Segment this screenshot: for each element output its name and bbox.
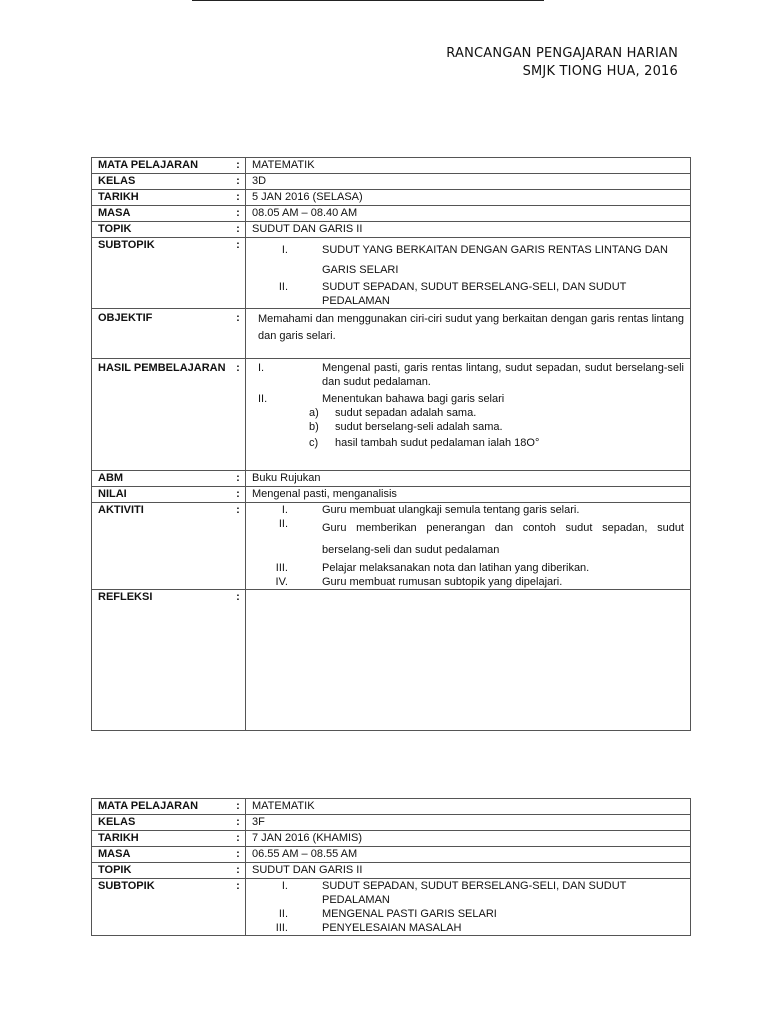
colon: : <box>231 190 246 206</box>
sub-item <box>252 406 684 420</box>
colon: : <box>231 879 246 936</box>
item-text: SUDUT SEPADAN, SUDUT BERSELANG-SELI, DAN SUDUT PEDALAMAN <box>322 281 627 307</box>
value-masa: 06.55 AM – 08.55 AM <box>246 847 691 863</box>
label-mata-pelajaran: MATA PELAJARAN <box>92 158 232 174</box>
value-hasil-pembelajaran <box>246 359 691 471</box>
item-number: II. <box>278 908 288 920</box>
label-subtopik: SUBTOPIK <box>92 879 232 936</box>
item-text: MENGENAL PASTI GARIS SELARI <box>322 908 497 920</box>
colon: : <box>231 471 246 487</box>
item-number: I. <box>281 504 288 516</box>
item-number: III. <box>275 562 288 574</box>
item-number: I. <box>281 244 288 256</box>
item-number: III. <box>275 922 288 934</box>
colon: : <box>231 590 246 731</box>
item-text: Mengenal pasti, garis rentas lintang, sudut sepadan, sudut berselang-seli dan sudut pedalaman. <box>322 362 684 388</box>
value-tarikh: 7 JAN 2016 (KHAMIS) <box>246 831 691 847</box>
value-aktiviti <box>246 503 691 590</box>
item-text: SUDUT YANG BERKAITAN DENGAN GARIS RENTAS LINTANG DAN GARIS SELARI <box>322 244 668 276</box>
colon: : <box>231 863 246 879</box>
list-item <box>252 503 684 517</box>
value-topik: SUDUT DAN GARIS II <box>246 222 691 238</box>
label-kelas: KELAS <box>92 815 232 831</box>
item-text: Guru membuat ulangkaji semula tentang garis selari. <box>322 504 580 516</box>
top-rule <box>192 0 544 1</box>
label-mata-pelajaran: MATA PELAJARAN <box>92 799 232 815</box>
sub-item-letter: a) <box>309 407 319 419</box>
colon: : <box>231 359 246 471</box>
item-number: I. <box>258 362 265 374</box>
label-masa: MASA <box>92 206 232 222</box>
list-item <box>252 361 684 389</box>
lesson-plan-table-1 <box>91 157 691 731</box>
value-kelas: 3D <box>246 174 691 190</box>
list-item <box>252 921 684 935</box>
value-mata-pelajaran: MATEMATIK <box>246 158 691 174</box>
sub-item <box>252 436 684 450</box>
value-abm: Buku Rujukan <box>246 471 691 487</box>
colon: : <box>231 206 246 222</box>
colon: : <box>231 831 246 847</box>
sub-item-letter: c) <box>309 437 319 449</box>
sub-item <box>252 420 684 434</box>
label-hasil-pembelajaran: HASIL PEMBELAJARAN <box>92 359 232 471</box>
label-aktiviti: AKTIVITI <box>92 503 232 590</box>
value-masa: 08.05 AM – 08.40 AM <box>246 206 691 222</box>
label-kelas: KELAS <box>92 174 232 190</box>
label-tarikh: TARIKH <box>92 831 232 847</box>
document-header <box>446 45 678 81</box>
item-number: IV. <box>275 576 288 588</box>
item-text: Guru membuat rumusan subtopik yang dipelajari. <box>322 576 563 588</box>
list-item <box>252 907 684 921</box>
value-tarikh: 5 JAN 2016 (SELASA) <box>246 190 691 206</box>
label-subtopik: SUBTOPIK <box>92 238 232 309</box>
item-number: I. <box>281 880 288 892</box>
value-kelas: 3F <box>246 815 691 831</box>
colon: : <box>231 487 246 503</box>
colon: : <box>231 799 246 815</box>
value-objektif: Memahami dan menggunakan ciri-ciri sudut yang berkaitan dengan garis rentas lintang dan garis selari. <box>246 309 691 359</box>
lesson-plan-table-2 <box>91 798 691 936</box>
item-text: Menentukan bahawa bagi garis selari <box>322 393 505 405</box>
label-tarikh: TARIKH <box>92 190 232 206</box>
colon: : <box>231 815 246 831</box>
colon: : <box>231 158 246 174</box>
value-subtopik <box>246 879 691 936</box>
value-mata-pelajaran: MATEMATIK <box>246 799 691 815</box>
sub-item-text: sudut sepadan adalah sama. <box>335 407 477 419</box>
colon: : <box>231 503 246 590</box>
colon: : <box>231 238 246 309</box>
item-number: II. <box>278 281 288 293</box>
list-item <box>252 561 684 575</box>
item-text: Pelajar melaksanakan nota dan latihan yang diberikan. <box>322 562 590 574</box>
label-masa: MASA <box>92 847 232 863</box>
value-subtopik <box>246 238 691 309</box>
value-nilai: Mengenal pasti, menganalisis <box>246 487 691 503</box>
list-item <box>252 575 684 589</box>
label-nilai: NILAI <box>92 487 232 503</box>
label-refleksi: REFLEKSI <box>92 590 232 731</box>
list-item <box>252 392 684 406</box>
label-abm: ABM <box>92 471 232 487</box>
value-refleksi <box>246 590 691 731</box>
list-item <box>252 517 684 561</box>
item-text: SUDUT SEPADAN, SUDUT BERSELANG-SELI, DAN SUDUT PEDALAMAN <box>322 880 627 906</box>
label-objektif: OBJEKTIF <box>92 309 232 359</box>
item-text: PENYELESAIAN MASALAH <box>322 922 462 934</box>
colon: : <box>231 309 246 359</box>
colon: : <box>231 847 246 863</box>
list-item <box>252 879 684 907</box>
header-title: RANCANGAN PENGAJARAN HARIAN <box>446 46 678 61</box>
sub-item-text: sudut berselang-seli adalah sama. <box>335 421 503 433</box>
colon: : <box>231 174 246 190</box>
colon: : <box>231 222 246 238</box>
label-topik: TOPIK <box>92 863 232 879</box>
sub-item-text: hasil tambah sudut pedalaman ialah 18O° <box>335 437 540 449</box>
label-topik: TOPIK <box>92 222 232 238</box>
item-text: Guru memberikan penerangan dan contoh sudut sepadan, sudut berselang-seli dan sudut pedalaman <box>322 522 684 556</box>
header-school: SMJK TIONG HUA, 2016 <box>522 64 678 79</box>
item-number: II. <box>258 393 268 405</box>
list-item <box>252 240 684 280</box>
value-topik: SUDUT DAN GARIS II <box>246 863 691 879</box>
sub-item-letter: b) <box>309 421 319 433</box>
item-number: II. <box>278 518 288 530</box>
list-item <box>252 280 684 308</box>
